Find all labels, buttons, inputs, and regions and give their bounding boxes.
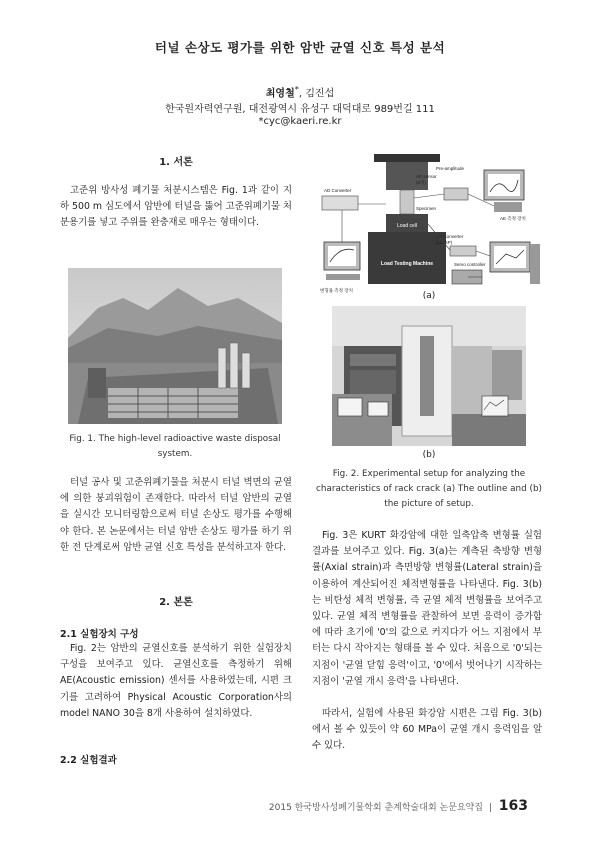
fig2a-diagram <box>316 150 542 300</box>
page-footer <box>269 798 528 814</box>
affiliation: 한국원자력연구원, 대전광역시 유성구 대덕대로 989번길 111 <box>165 104 435 115</box>
paper-title: 터널 손상도 평가를 위한 암반 균열 신호 특성 분석 <box>154 40 446 55</box>
subsection-results-heading: 2.2 실험결과 <box>60 755 117 766</box>
monitor-3 <box>482 396 508 416</box>
fig1-image <box>68 268 282 424</box>
machine-base <box>368 232 446 284</box>
main-author: 최영철 <box>265 88 295 100</box>
intro-paragraph-1: 고준위 방사성 폐기물 처분시스템은 Fig. 1과 같이 지하 500 m 심도에서 암반에 터널을 뚫어 고준위폐기물 처분용기를 넣고 주위를 완충재로 매우는 형태이다. <box>60 185 292 229</box>
machine-label: Load Testing Machine <box>380 261 434 267</box>
email: *cyc@kaeri.re.kr <box>258 116 342 127</box>
preamp-label: Pre-amplitude <box>436 166 465 171</box>
load-cell-label: Load cell <box>396 223 418 229</box>
co-authors: , 김진섭 <box>298 88 335 100</box>
intro-paragraph-2: 터널 공사 및 고준위폐기물을 처분시 터널 벽면의 균열에 의한 붕괴위험이 존재한다. 따라서 터널 암반의 균열을 실시간 모니터링함으로써 터널 손상도 평가를 수행해야 한다. 본 논문에서는 터널 암반 손상도 평가를 하기 위한 전 단계로써 암반 균열 신호 특성을 분석하고자 한다. <box>60 477 292 553</box>
servo-label: Servo controller <box>454 262 486 267</box>
ae-system-label: AE 측정 장치 <box>500 216 526 221</box>
fig2-caption: Fig. 2. Experimental setup for analyzing the characteristics of rack crack (a) The outline and (b) the picture of setup. <box>316 469 542 509</box>
specimen-block <box>400 190 414 214</box>
ae-sensor-label: AE sensor <box>416 174 437 179</box>
monitor-2 <box>368 402 388 416</box>
ad-converter2-sub-label: (µDISP) <box>436 240 453 245</box>
results-paragraph-1: Fig. 3은 KURT 화강암에 대한 일축압축 변형률 실험결과를 보여주고 있다. Fig. 3(a)는 계측된 축방향 변형률(Axial strain)과 측면방향 변형률(Lateral strain)을 이용하여 계산되어진 체적변형률을 나타낸다. Fig. 3(b)는 비탄성 체적 변형률, 즉 균열 체적 변형률을 보여주고 있다. 균열 체적 변형률을 관찰하여 보면 응력이 증가함에 따라 초기에 '0'의 값으로 커지다가 어느 지점에서 부터는 다시 작아지는 형태를 볼 수 있다. 처음으로 '0'되는 지점이 '균열 닫힘 응력'이고, '0'에서 벗어나기 시작하는 지점이 '균열 개시 응력'을 나타낸다. <box>312 530 542 687</box>
strain-system-label: 변형률 측정 장치 <box>320 288 353 293</box>
ad-converter-box <box>322 196 358 210</box>
fig1-caption: Fig. 1. The high-level radioactive waste disposal system. <box>69 434 281 459</box>
monitor-1 <box>338 398 362 416</box>
ae-sensor-sub-label: (8개) <box>416 180 426 185</box>
strain-keyboard <box>326 274 360 280</box>
servo-pc-tower <box>530 244 540 284</box>
section-intro-heading: 1. 서론 <box>159 157 193 168</box>
frame-top <box>374 154 440 162</box>
ad-converter2-box <box>450 246 476 256</box>
fig2b-image <box>332 306 526 446</box>
page-number: 163 <box>498 798 528 814</box>
authors <box>0 84 600 99</box>
corresponding-mark: * <box>294 84 299 94</box>
fig2a-label: (a) <box>422 291 436 301</box>
ae-screen <box>488 174 520 196</box>
subsection-setup-heading: 2.1 실험장치 구성 <box>60 629 139 640</box>
ae-pc <box>494 202 522 212</box>
specimen-label: Specimen <box>416 206 437 211</box>
setup-paragraph: Fig. 2는 암반의 균열신호를 분석하기 위한 실험장치 구성을 보여주고 있다. 균열신호를 측정하기 위해 AE(Acoustic emission) 센서를 사용하였는데, 시편 크기를 고려하여 Physical Acoustic Corporation사의 model NANO 30을 8개 사용하여 설치하였다. <box>60 643 292 719</box>
section-body-heading: 2. 본론 <box>159 597 193 608</box>
ad-converter2-label: AD Converter <box>436 234 464 239</box>
fig2b-label: (b) <box>422 450 436 460</box>
footer-separator: | <box>488 803 492 813</box>
ad-converter-label: AD Converter <box>324 188 352 193</box>
results-paragraph-2: 따라서, 실험에 사용된 화강암 시편은 그림 Fig. 3(b)에서 볼 수 있듯이 약 60 MPa이 균열 개시 응력임을 알 수 있다. <box>312 708 542 752</box>
preamp-box <box>444 188 468 200</box>
conference-name: 2015 한국방사성폐기물학회 춘계학술대회 논문요약집 <box>268 803 483 813</box>
